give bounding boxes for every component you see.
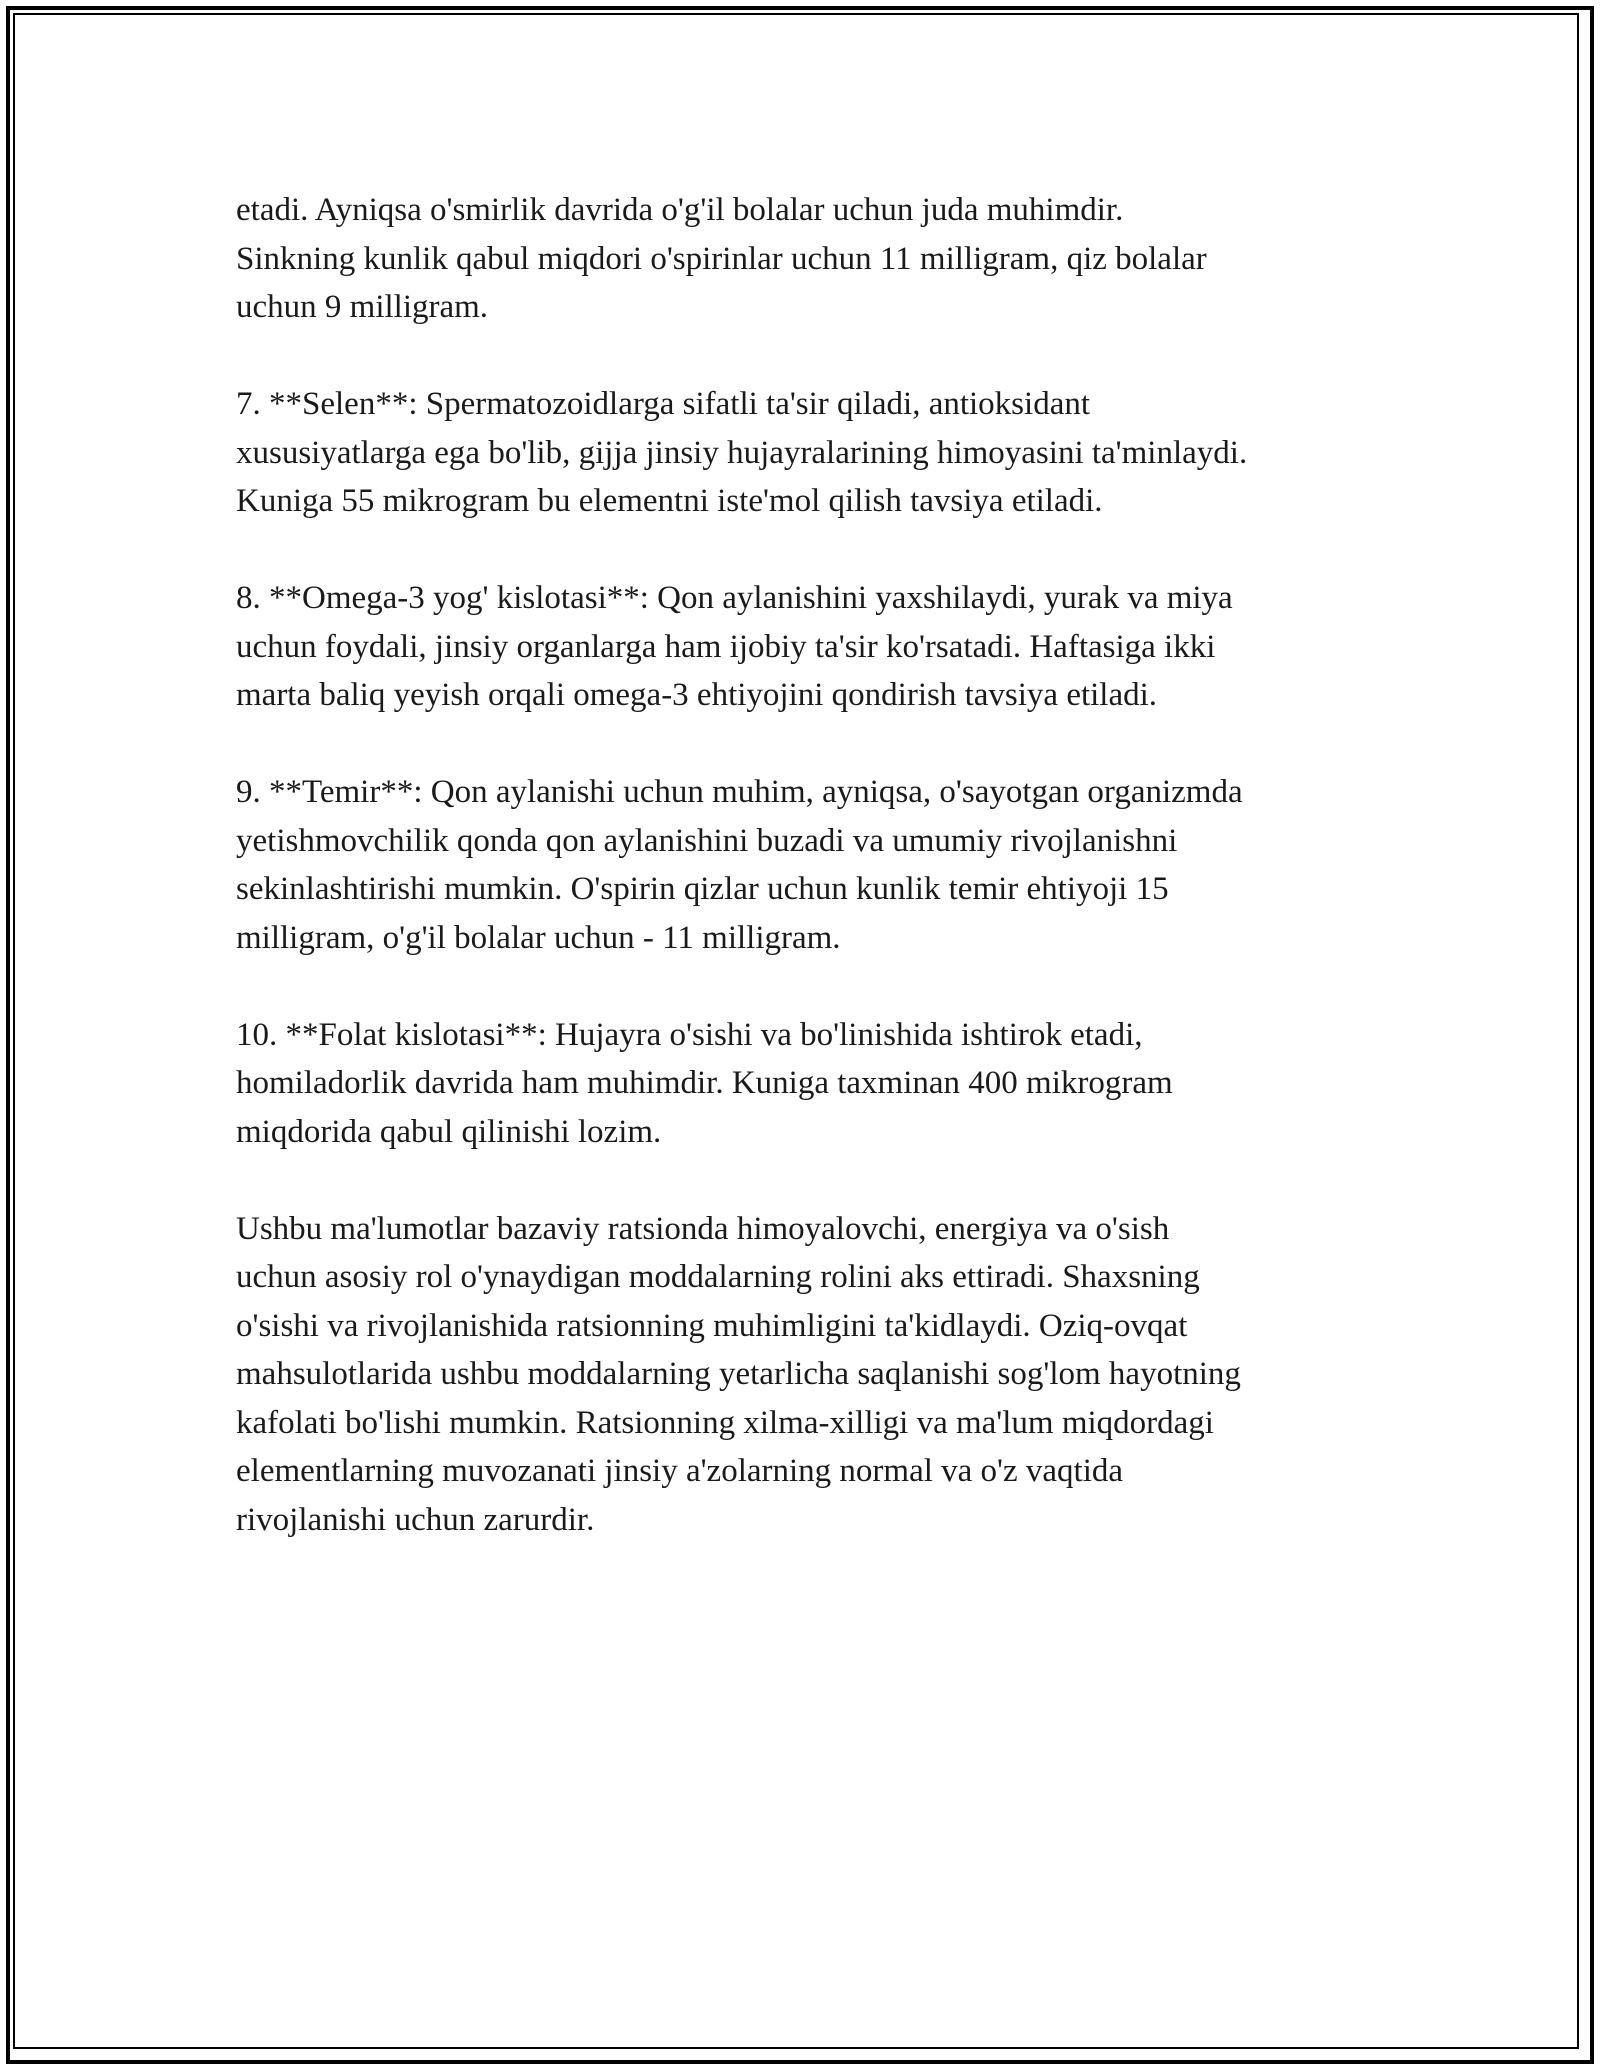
paragraph-selenium: 7. **Selen**: Spermatozoidlarga sifatli ta'sir qiladi, antioksidant xususiyatlarga ega bo'lib, gijja jinsiy hujayralarining himoyasini ta'minlaydi. Kuniga 55 mikrogram bu elementni iste'mol qilish tavsiya etiladi. (236, 386, 1248, 519)
paragraph-iron: 9. **Temir**: Qon aylanishi uchun muhim, ayniqsa, o'sayotgan organizmda yetishmovchilik qonda qon aylanishini buzadi va umumiy rivojlanishni sekinlashtirishi mumkin. O'spirin qizlar uchun kunlik temir ehtiyoji 15 milligram, o'g'il bolalar uchun - 11 milligram. (236, 774, 1243, 956)
paragraph-folic-acid: 10. **Folat kislotasi**: Hujayra o'sishi va bo'linishida ishtirok etadi, homiladorlik davrida ham muhimdir. Kuniga taxminan 400 mikrogram miqdorida qabul qilinishi lozim. (236, 1016, 1173, 1150)
paragraph-omega-3: 8. **Omega-3 yog' kislotasi**: Qon aylanishini yaxshilaydi, yurak va miya uchun foydali, jinsiy organlarga ham ijobiy ta'sir ko'rsatadi. Haftasiga ikki marta baliq yeyish orqali omega-3 ehtiyojini qondirish tavsiya etiladi. (236, 580, 1233, 713)
document-body (236, 186, 1386, 1544)
paragraph-zinc-continuation: etadi. Ayniqsa o'smirlik davrida o'g'il bolalar uchun juda muhimdir. Sinkning kunlik qabul miqdori o'spirinlar uchun 11 milligram, qiz bolalar uchun 9 milligram. (236, 192, 1207, 325)
paragraph-summary: Ushbu ma'lumotlar bazaviy ratsionda himoyalovchi, energiya va o'sish uchun asosiy rol o'ynaydigan moddalarning rolini aks ettiradi. Shaxsning o'sishi va rivojlanishida ratsionning muhimligini ta'kidlaydi. Oziq-ovqat mahsulotlarida ushbu moddalarning yetarlicha saqlanishi sog'lom hayotning kafolati bo'lishi mumkin. Ratsionning xilma-xilligi va ma'lum miqdordagi elementlarning muvozanati jinsiy a'zolarning normal va o'z vaqtida rivojlanishi uchun zarurdir. (236, 1210, 1241, 1538)
